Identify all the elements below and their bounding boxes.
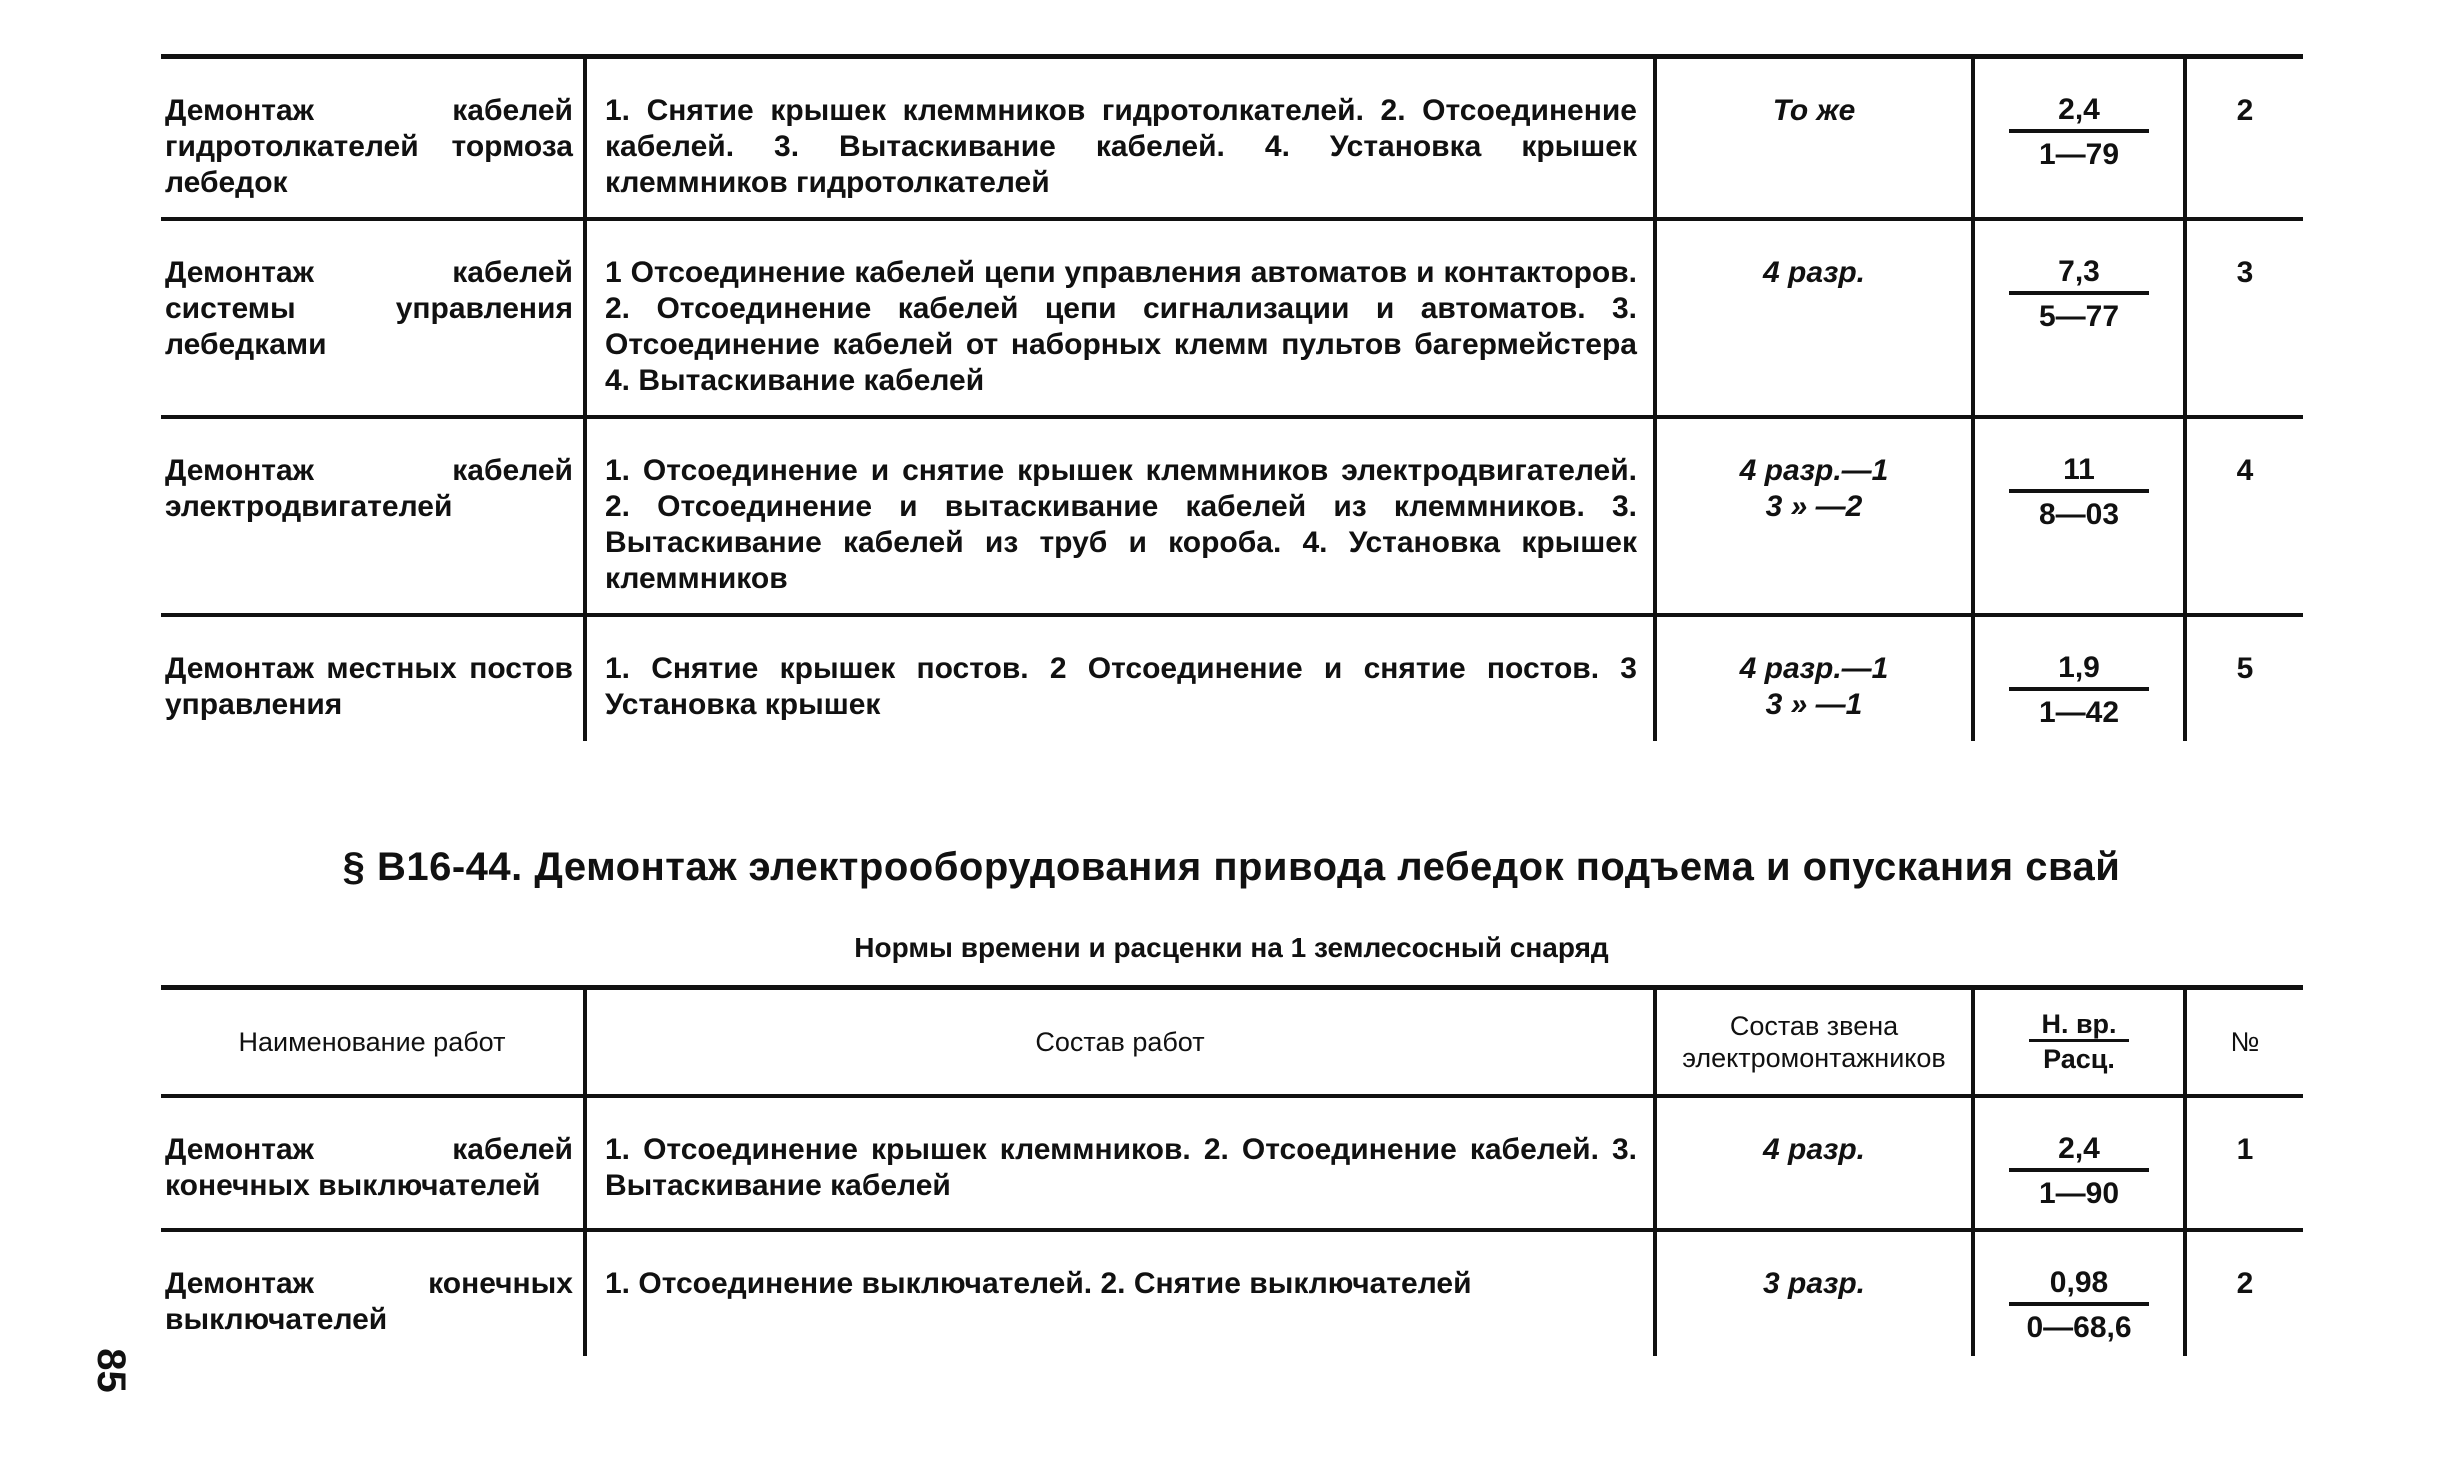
work-composition-cell: 1 Отсоединение кабелей цепи управления автоматов и контакторов. 2. Отсоединение кабелей цепи сигнализации и автоматов. 3. Отсоединение кабелей от наборных клемм пультов багермейстера 4. Вытаскивание кабелей xyxy=(585,219,1655,417)
norm-cell xyxy=(1973,615,2185,741)
norm-time: 0,98 xyxy=(2009,1266,2149,1306)
work-name-cell: Демонтаж местных постов управления xyxy=(161,615,585,741)
table-row xyxy=(161,615,2303,741)
crew-line: 4 разр.—1 xyxy=(1739,652,1889,685)
table-row xyxy=(161,1096,2303,1230)
crew-cell xyxy=(1655,219,1973,417)
work-name-cell: Демонтаж кабелей гидротолкателей тормоза лебедок xyxy=(161,57,585,220)
rate: 8—03 xyxy=(2038,498,2120,531)
norm-fraction xyxy=(2009,651,2149,731)
row-number: 3 xyxy=(2185,219,2303,417)
table-row xyxy=(161,1230,2303,1356)
column-header-name: Наименование работ xyxy=(161,988,585,1097)
norm-time: 2,4 xyxy=(2009,1132,2149,1172)
section-subheading: Нормы времени и расценки на 1 землесосный снаряд xyxy=(854,932,1609,963)
norm-cell xyxy=(1973,219,2185,417)
column-header-work: Состав работ xyxy=(585,988,1655,1097)
crew-line: 3 » —2 xyxy=(1765,490,1863,523)
crew-cell xyxy=(1655,615,1973,741)
norm-time-header: Н. вр. xyxy=(2029,1009,2129,1042)
work-composition-cell: 1. Снятие крышек клеммников гидротолкателей. 2. Отсоединение кабелей. 3. Вытаскивание кабелей. 4. Установка крышек клеммников гидротолкателей xyxy=(585,57,1655,220)
crew-line: 4 разр.—1 xyxy=(1739,454,1889,487)
rate: 1—79 xyxy=(2038,138,2120,171)
rate-header: Расц. xyxy=(2043,1043,2115,1074)
work-name-cell: Демонтаж конечных выключателей xyxy=(161,1230,585,1356)
row-number: 1 xyxy=(2185,1096,2303,1230)
norm-cell xyxy=(1973,57,2185,220)
norm-fraction xyxy=(2009,1266,2149,1346)
crew-cell xyxy=(1655,1230,1973,1356)
crew-line: 3 разр. xyxy=(1763,1267,1865,1300)
work-composition-cell: 1. Снятие крышек постов. 2 Отсоединение и снятие постов. 3 Установка крышек xyxy=(585,615,1655,741)
norm-cell xyxy=(1973,417,2185,615)
crew-line: 3 » —1 xyxy=(1765,688,1863,721)
rate: 0—68,6 xyxy=(2026,1311,2132,1344)
section-heading: § В16-44. Демонтаж электрооборудования привода лебедок подъема и опускания свай xyxy=(342,845,2121,889)
table-header-row xyxy=(161,988,2303,1097)
crew-line: 4 разр. xyxy=(1763,1133,1865,1166)
norm-fraction xyxy=(2009,453,2149,533)
crew-cell xyxy=(1655,57,1973,220)
norm-time: 11 xyxy=(2009,453,2149,493)
page-number: 85 xyxy=(88,1348,133,1393)
rate: 5—77 xyxy=(2038,300,2120,333)
table-row xyxy=(161,417,2303,615)
row-number: 4 xyxy=(2185,417,2303,615)
norm-fraction xyxy=(2009,93,2149,173)
work-composition-cell: 1. Отсоединение крышек клеммников. 2. Отсоединение кабелей. 3. Вытаскивание кабелей xyxy=(585,1096,1655,1230)
norms-table xyxy=(161,985,2303,1356)
norm-fraction xyxy=(2009,1132,2149,1212)
column-header-norm xyxy=(1973,988,2185,1097)
crew-line: 4 разр. xyxy=(1763,256,1865,289)
rate: 1—42 xyxy=(2038,696,2120,729)
norm-fraction xyxy=(2009,255,2149,335)
crew-cell xyxy=(1655,417,1973,615)
table-row xyxy=(161,57,2303,220)
row-number: 2 xyxy=(2185,1230,2303,1356)
row-number: 5 xyxy=(2185,615,2303,741)
work-name-cell: Демонтаж кабелей электродвигателей xyxy=(161,417,585,615)
norm-time: 1,9 xyxy=(2009,651,2149,691)
norm-time: 2,4 xyxy=(2009,93,2149,133)
rate: 1—90 xyxy=(2038,1177,2120,1210)
norm-time: 7,3 xyxy=(2009,255,2149,295)
work-name-cell: Демонтаж кабелей конечных выключателей xyxy=(165,1133,573,1202)
row-number: 2 xyxy=(2185,57,2303,220)
norm-cell xyxy=(1973,1230,2185,1356)
column-header-number: № xyxy=(2185,988,2303,1097)
crew-cell xyxy=(1655,1096,1973,1230)
crew-line: То же xyxy=(1772,94,1856,127)
table-row xyxy=(161,219,2303,417)
work-name-cell: Демонтаж кабелей системы управления лебедками xyxy=(161,219,585,417)
norm-cell xyxy=(1973,1096,2185,1230)
column-header-crew: Состав звена электромонтажников xyxy=(1655,988,1973,1097)
norms-table-continued xyxy=(161,54,2303,741)
work-composition-cell: 1. Отсоединение выключателей. 2. Снятие выключателей xyxy=(585,1230,1655,1356)
work-composition-cell: 1. Отсоединение и снятие крышек клеммников электродвигателей. 2. Отсоединение и вытаскивание кабелей из клеммников. 3. Вытаскивание кабелей из труб и короба. 4. Установка крышек клеммников xyxy=(585,417,1655,615)
